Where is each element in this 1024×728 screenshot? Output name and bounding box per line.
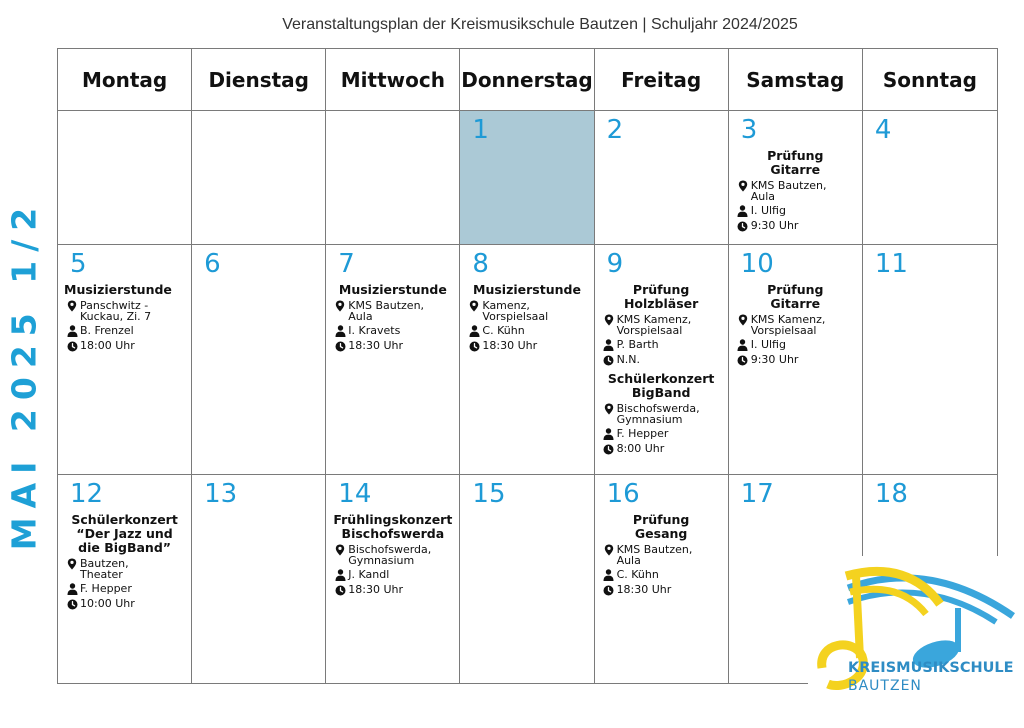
- person-icon: [332, 325, 348, 337]
- map-pin-icon: [64, 558, 80, 570]
- month-side-label: MAI 2025 1/2: [4, 198, 44, 551]
- event-time-row: [735, 220, 856, 232]
- day-cell-3[interactable]: [729, 111, 863, 245]
- day-number: 12: [70, 479, 104, 509]
- event-time: [617, 584, 672, 595]
- event-person-row: [735, 339, 856, 351]
- event-title-line: Bischofswerda: [341, 526, 445, 541]
- event-title: [466, 283, 587, 297]
- event-person: [80, 325, 134, 336]
- person-icon: [64, 325, 80, 337]
- event-title-line: die BigBand”: [78, 540, 171, 555]
- logo-line-2: BAUTZEN: [848, 678, 922, 694]
- event-place: [751, 314, 826, 336]
- event-place-line: Vorspielsaal: [616, 324, 683, 337]
- day-number: 10: [740, 249, 774, 279]
- weekday-header-thursday: Donnerstag: [460, 49, 594, 111]
- day-cell-empty: [58, 111, 192, 245]
- day-cell-8[interactable]: [460, 245, 594, 475]
- day-number: 3: [740, 115, 758, 145]
- clock-icon: [332, 340, 348, 352]
- event-title-line: Schülerkonzert: [71, 512, 178, 527]
- school-logo: [808, 556, 1024, 724]
- event-title: [735, 149, 856, 177]
- event-title-line: Musizierstunde: [338, 282, 447, 297]
- event-title-line: BigBand: [631, 385, 691, 400]
- event-place-row: [332, 300, 453, 322]
- event-place: [617, 544, 693, 566]
- weekday-header-wednesday: Mittwoch: [326, 49, 460, 111]
- event-person-row: [332, 569, 453, 581]
- event-place: [348, 544, 431, 566]
- day-cell-11[interactable]: [863, 245, 997, 475]
- clock-icon: [64, 340, 80, 352]
- day-number: 4: [874, 115, 892, 145]
- event-title-line: Musizierstunde: [64, 282, 172, 297]
- event-time-row: [332, 340, 453, 352]
- event-person: [348, 569, 389, 580]
- event-place-row: [64, 300, 185, 322]
- event-person-line: I. Ulfig: [750, 338, 786, 351]
- person-icon: [332, 569, 348, 581]
- event-person-row: [601, 428, 722, 440]
- day-cell-4[interactable]: [863, 111, 997, 245]
- event-time-row: [332, 584, 453, 596]
- day-number: 15: [472, 479, 506, 509]
- event-time-row: [735, 354, 856, 366]
- event-person: [617, 339, 659, 350]
- event-person-line: C. Kühn: [482, 324, 525, 337]
- map-pin-icon: [735, 180, 751, 192]
- day-cell-13[interactable]: [192, 475, 326, 683]
- event-entry[interactable]: [332, 283, 453, 352]
- day-number: 1: [472, 115, 489, 145]
- event-person: [80, 583, 132, 594]
- event-time-row: [64, 340, 185, 352]
- day-number: 18: [874, 479, 908, 509]
- event-entry[interactable]: [601, 513, 722, 596]
- event-time-line: 18:30 Uhr: [348, 339, 404, 352]
- event-time: [751, 354, 799, 365]
- event-place-line: Bischofswerda,: [348, 543, 432, 556]
- event-person-row: [64, 325, 185, 337]
- clock-icon: [601, 443, 617, 455]
- event-title-line: Holzbläser: [623, 296, 699, 311]
- event-time-line: 18:30 Uhr: [348, 583, 404, 596]
- event-time: [482, 340, 537, 351]
- day-number: 7: [338, 249, 355, 279]
- day-number: 5: [70, 249, 87, 279]
- event-place: [348, 300, 424, 322]
- event-place-row: [466, 300, 587, 322]
- day-number: 11: [874, 249, 908, 279]
- event-title-line: Prüfung: [632, 512, 690, 527]
- map-pin-icon: [601, 403, 617, 415]
- event-time-line: 18:00 Uhr: [80, 339, 135, 352]
- event-time: [348, 584, 403, 595]
- event-entry[interactable]: [332, 513, 453, 596]
- event-time: [348, 340, 403, 351]
- person-icon: [735, 339, 751, 351]
- person-icon: [735, 205, 751, 217]
- event-place: [617, 403, 700, 425]
- event-place-line: Aula: [616, 554, 641, 567]
- weekday-header-tuesday: Dienstag: [192, 49, 326, 111]
- event-entry[interactable]: [64, 283, 185, 352]
- clock-icon: [601, 584, 617, 596]
- event-time: [751, 220, 799, 231]
- event-title-line: Gitarre: [770, 296, 821, 311]
- event-person-row: [735, 205, 856, 217]
- event-person-row: [466, 325, 587, 337]
- day-cell-16[interactable]: [595, 475, 729, 683]
- event-person-line: F. Hepper: [80, 582, 132, 595]
- event-place-line: Theater: [80, 568, 123, 581]
- event-person: [617, 569, 659, 580]
- event-title: [64, 513, 185, 555]
- music-note-logo-icon: [808, 556, 1024, 724]
- weekday-header-saturday: Samstag: [729, 49, 863, 111]
- event-time-line: 10:00 Uhr: [80, 597, 135, 610]
- event-place-line: Vorspielsaal: [750, 324, 817, 337]
- event-time: [617, 354, 640, 365]
- event-person-line: I. Ulfig: [750, 204, 786, 217]
- event-title: [332, 513, 453, 541]
- event-time-row: [601, 443, 722, 455]
- event-title-line: Prüfung: [767, 148, 824, 163]
- event-time-line: N.N.: [616, 353, 641, 366]
- event-title: [332, 283, 453, 297]
- event-person-line: F. Hepper: [616, 427, 669, 440]
- event-place-line: Gymnasium: [616, 413, 683, 426]
- event-time-line: 18:30 Uhr: [616, 583, 672, 596]
- event-title: [64, 283, 185, 297]
- day-number: 16: [606, 479, 640, 509]
- event-person-row: [332, 325, 453, 337]
- event-title: [601, 372, 722, 400]
- clock-icon: [64, 598, 80, 610]
- event-place: [80, 558, 129, 580]
- event-entry[interactable]: [735, 149, 856, 232]
- event-time: [617, 443, 665, 454]
- event-person-line: B. Frenzel: [80, 324, 134, 337]
- day-number: 14: [338, 479, 372, 509]
- event-title: [601, 283, 722, 311]
- day-cell-14[interactable]: [326, 475, 460, 683]
- event-title-line: Gesang: [634, 526, 688, 541]
- person-icon: [601, 339, 617, 351]
- page-title: Veranstaltungsplan der Kreismusikschule Bautzen | Schuljahr 2024/2025: [282, 16, 798, 33]
- weekday-header-friday: Freitag: [595, 49, 729, 111]
- event-place-row: [332, 544, 453, 566]
- day-cell-9[interactable]: [595, 245, 729, 475]
- event-place-line: KMS Bautzen,: [348, 299, 425, 312]
- day-number: 2: [606, 115, 624, 145]
- event-entry[interactable]: [601, 283, 722, 366]
- person-icon: [64, 583, 80, 595]
- map-pin-icon: [466, 300, 482, 312]
- event-person-row: [64, 583, 185, 595]
- event-entry[interactable]: [466, 283, 587, 352]
- event-place-line: KMS Kamenz,: [750, 313, 826, 326]
- day-cell-10[interactable]: [729, 245, 863, 475]
- event-person-line: P. Barth: [616, 338, 659, 351]
- event-person-line: I. Kravets: [348, 324, 401, 337]
- map-pin-icon: [601, 314, 617, 326]
- day-cell-6[interactable]: [192, 245, 326, 475]
- day-cell-empty: [326, 111, 460, 245]
- event-title-line: Musizierstunde: [473, 282, 581, 297]
- event-place: [482, 300, 548, 322]
- day-number: 13: [204, 479, 238, 509]
- map-pin-icon: [601, 544, 617, 556]
- event-place-row: [735, 180, 856, 202]
- person-icon: [601, 569, 617, 581]
- event-place-row: [735, 314, 856, 336]
- day-cell-2[interactable]: [595, 111, 729, 245]
- event-person: [617, 428, 669, 439]
- event-title-line: “Der Jazz und: [76, 526, 173, 541]
- event-title-line: Frühlingskonzert: [333, 512, 453, 527]
- day-cell-empty: [192, 111, 326, 245]
- event-title-line: Schülerkonzert: [607, 371, 715, 386]
- day-cell-5[interactable]: [58, 245, 192, 475]
- event-place-row: [601, 544, 722, 566]
- event-place-line: Gymnasium: [348, 554, 415, 567]
- day-cell-7[interactable]: [326, 245, 460, 475]
- event-place-line: Bischofswerda,: [616, 402, 700, 415]
- event-entry[interactable]: [601, 372, 722, 455]
- event-person-row: [601, 569, 722, 581]
- event-time-line: 8:00 Uhr: [616, 442, 665, 455]
- event-time: [80, 598, 135, 609]
- day-number: 6: [204, 249, 221, 279]
- clock-icon: [601, 354, 617, 366]
- event-title-line: Gitarre: [770, 162, 821, 177]
- event-time-row: [601, 354, 722, 366]
- event-place-line: Aula: [750, 190, 775, 203]
- event-place-row: [601, 314, 722, 336]
- day-cell-15[interactable]: [460, 475, 594, 683]
- event-person-row: [601, 339, 722, 351]
- event-place-row: [601, 403, 722, 425]
- event-title-line: Prüfung: [632, 282, 690, 297]
- event-place-line: Panschwitz -: [80, 299, 149, 312]
- event-place-row: [64, 558, 185, 580]
- person-icon: [601, 428, 617, 440]
- clock-icon: [332, 584, 348, 596]
- day-cell-12[interactable]: [58, 475, 192, 683]
- event-place: [80, 300, 151, 322]
- clock-icon: [466, 340, 482, 352]
- weekday-header-sunday: Sonntag: [863, 49, 997, 111]
- event-place: [751, 180, 827, 202]
- event-place-line: KMS Bautzen,: [750, 179, 827, 192]
- event-place-line: Vorspielsaal: [482, 310, 549, 323]
- event-title: [735, 283, 856, 311]
- event-person-line: C. Kühn: [616, 568, 659, 581]
- event-person-line: J. Kandl: [348, 568, 390, 581]
- event-place-line: Aula: [348, 310, 373, 323]
- event-place-line: Kamenz,: [482, 299, 530, 312]
- event-time-line: 9:30 Uhr: [750, 353, 799, 366]
- map-pin-icon: [735, 314, 751, 326]
- event-place: [617, 314, 692, 336]
- weekday-header-monday: Montag: [58, 49, 192, 111]
- event-entry[interactable]: [735, 283, 856, 366]
- map-pin-icon: [64, 300, 80, 312]
- map-pin-icon: [332, 544, 348, 556]
- map-pin-icon: [332, 300, 348, 312]
- logo-line-1: KREISMUSIKSCHULE: [848, 660, 1014, 676]
- event-time-line: 18:30 Uhr: [482, 339, 538, 352]
- clock-icon: [735, 220, 751, 232]
- event-time-row: [466, 340, 587, 352]
- event-place-line: Kuckau, Zi. 7: [80, 310, 152, 323]
- event-title: [601, 513, 722, 541]
- day-number: 8: [472, 249, 489, 279]
- event-time-line: 9:30 Uhr: [750, 219, 799, 232]
- day-number: 17: [740, 479, 774, 509]
- person-icon: [466, 325, 482, 337]
- event-entry[interactable]: [64, 513, 185, 610]
- day-number: 9: [606, 249, 624, 279]
- clock-icon: [735, 354, 751, 366]
- event-time: [80, 340, 135, 351]
- event-place-line: KMS Kamenz,: [616, 313, 692, 326]
- event-title-line: Prüfung: [767, 282, 824, 297]
- event-place-line: KMS Bautzen,: [616, 543, 693, 556]
- day-cell-1[interactable]: [460, 111, 594, 245]
- event-time-row: [64, 598, 185, 610]
- event-person: [348, 325, 400, 336]
- event-person: [751, 339, 786, 350]
- event-time-row: [601, 584, 722, 596]
- event-person: [482, 325, 524, 336]
- event-person: [751, 205, 786, 216]
- event-place-line: Bautzen,: [80, 557, 129, 570]
